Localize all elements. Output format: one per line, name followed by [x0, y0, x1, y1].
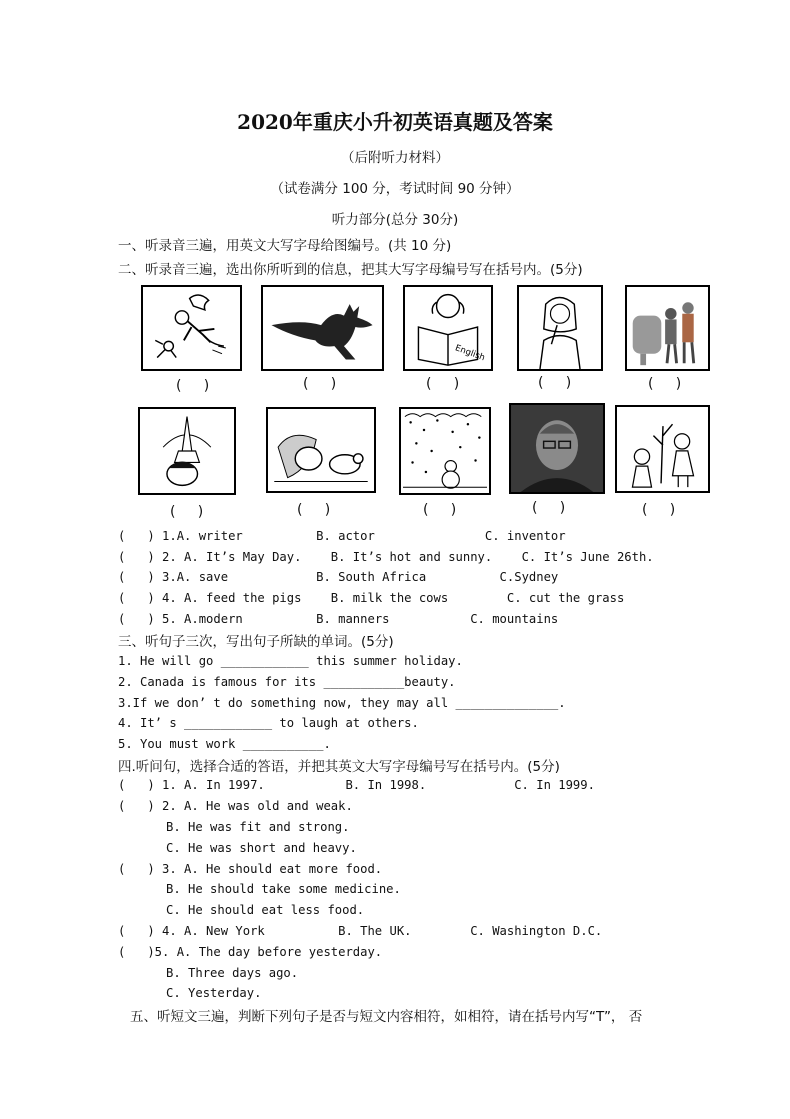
- q2-text: 2. A. It’s May Day. B. It’s hot and sunny. C. It’s June 26th.: [162, 550, 654, 564]
- q2-item-3: [118, 570, 558, 584]
- q3-item-1: 1. He will go ____________ this summer holiday.: [118, 654, 463, 668]
- snowman-snow-icon: [399, 407, 491, 495]
- girl-reading-english-book-icon: [403, 285, 493, 371]
- exam-info: （试卷满分 100 分，考试时间 90 分钟）: [270, 181, 520, 197]
- q3-item-3: 3.If we don’ t do something now, they may all ______________.: [118, 696, 566, 710]
- page-title: 2020年重庆小升初英语真题及答案: [237, 110, 553, 134]
- q4-line-7: C. He should eat less food.: [100, 903, 365, 917]
- q2-paren[interactable]: ( ): [118, 591, 155, 605]
- q2-text: 5. A.modern B. manners C. mountains: [162, 612, 559, 626]
- section5-heading: 五、听短文三遍，判断下列句子是否与短文内容相符，如相符，请在括号内写“T”， 否: [130, 1009, 643, 1025]
- eiffel-tower-boy-icon: [138, 407, 236, 495]
- q2-paren[interactable]: ( ): [118, 529, 155, 543]
- q3-item-5: 5. You must work ___________.: [118, 737, 331, 751]
- q4-line-8: ( ) 4. A. New York B. The UK. C. Washington D.C.: [118, 924, 603, 938]
- q2-paren[interactable]: ( ): [118, 550, 155, 564]
- q3-item-2: 2. Canada is famous for its ___________beauty.: [118, 675, 456, 689]
- answer-paren-3[interactable]: ( ): [426, 376, 460, 392]
- book-text: English: [453, 343, 487, 364]
- q4-line-6: B. He should take some medicine.: [100, 882, 401, 896]
- subtitle: （后附听力材料）: [341, 150, 449, 166]
- answer-paren-4[interactable]: ( ): [538, 375, 572, 391]
- q4-line-2: ( ) 2. A. He was old and weak.: [118, 799, 353, 813]
- q4-line-5: ( ) 3. A. He should eat more food.: [118, 862, 383, 876]
- answer-paren-9[interactable]: ( ): [532, 500, 566, 516]
- planting-tree-icon: [615, 405, 710, 493]
- children-playground-icon: [625, 285, 710, 371]
- answer-paren-5[interactable]: ( ): [648, 376, 682, 392]
- section4-heading: 四.听问句，选择合适的答语，并把其英文大写字母编号写在括号内。(5分): [118, 759, 560, 775]
- section1-heading: 一、听录音三遍，用英文大写字母给图编号。(共 10 分): [118, 238, 452, 254]
- q4-line-4: C. He was short and heavy.: [100, 841, 357, 855]
- q3-item-4: 4. It’ s ____________ to laugh at others.: [118, 716, 419, 730]
- q4-line-3: B. He was fit and strong.: [100, 820, 350, 834]
- children-sheep-icon: [266, 407, 376, 493]
- q2-item-5: [118, 612, 558, 626]
- answer-paren-8[interactable]: ( ): [423, 502, 457, 518]
- answer-paren-10[interactable]: ( ): [642, 502, 676, 518]
- skydiver-icon: [141, 285, 242, 371]
- q4-line-1: ( ) 1. A. In 1997. B. In 1998. C. In 1999.: [118, 778, 595, 792]
- q2-text: 4. A. feed the pigs B. milk the cows C. cut the grass: [162, 591, 625, 605]
- q2-item-1: [118, 529, 566, 543]
- answer-paren-6[interactable]: ( ): [170, 504, 204, 520]
- q2-text: 3.A. save B. South Africa C.Sydney: [162, 570, 559, 584]
- thinking-girl-icon: [517, 285, 603, 371]
- q4-line-10: B. Three days ago.: [100, 966, 299, 980]
- answer-paren-1[interactable]: ( ): [176, 378, 210, 394]
- q2-text: 1.A. writer B. actor C. inventor: [162, 529, 566, 543]
- section3-heading: 三、听句子三次，写出句子所缺的单词。(5分): [118, 634, 394, 650]
- listening-header: 听力部分(总分 30分): [331, 212, 459, 228]
- stephen-hawking-photo-icon: [509, 403, 605, 494]
- kangaroo-icon: [261, 285, 384, 371]
- answer-paren-2[interactable]: ( ): [303, 376, 337, 392]
- q4-line-11: C. Yesterday.: [100, 986, 262, 1000]
- q2-item-2: [118, 550, 654, 564]
- section2-heading: 二、听录音三遍，选出你所听到的信息，把其大写字母编号写在括号内。(5分): [118, 262, 583, 278]
- q2-item-4: [118, 591, 624, 605]
- q2-paren[interactable]: ( ): [118, 612, 155, 626]
- q4-line-9: ( )5. A. The day before yesterday.: [118, 945, 383, 959]
- q2-paren[interactable]: ( ): [118, 570, 155, 584]
- answer-paren-7[interactable]: ( ): [297, 502, 331, 518]
